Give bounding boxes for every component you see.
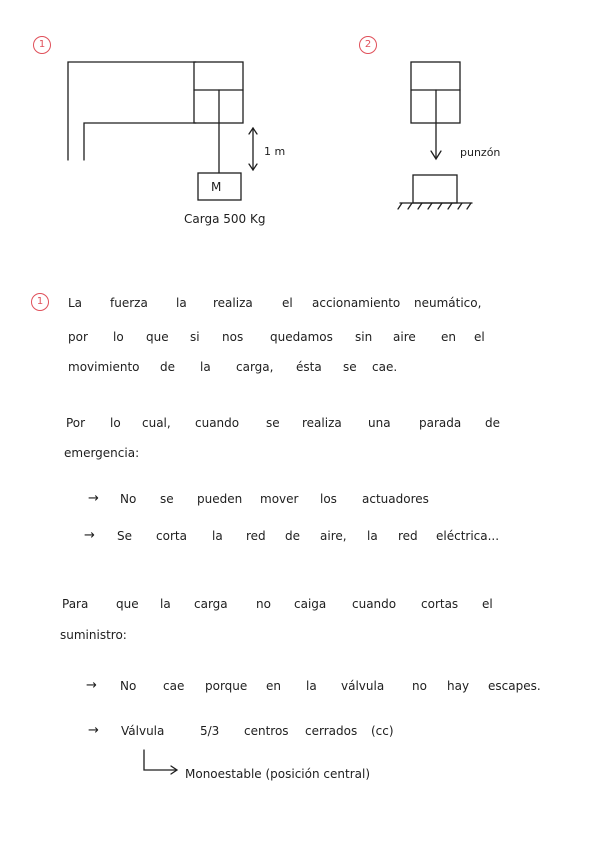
arrow-right-icon: → [86,678,97,693]
paragraph1-line3 [0,360,600,384]
bullet-item [0,679,600,703]
word: los [320,492,337,506]
word: mover [260,492,299,506]
figure2-workpiece [413,175,457,203]
word: lo [113,330,124,344]
word: carga [194,597,228,611]
word: válvula [341,679,385,693]
word: cuando [352,597,397,611]
word: La [68,296,83,310]
word: movimiento [68,360,140,374]
word: eléctrica... [436,529,500,543]
word: la [212,529,223,543]
word: cerrados [305,724,358,738]
figure2-cylinder [411,62,460,123]
word: la [176,296,187,310]
word: realiza [213,296,253,310]
word: No [120,492,137,506]
word: centros [244,724,289,738]
word: aire, [320,529,347,543]
arrow-right-icon: → [88,491,99,506]
word: en [266,679,281,693]
figure2-ground [398,203,472,209]
word: la [200,360,211,374]
word: red [398,529,418,543]
word: el [282,296,293,310]
paragraph2-line1 [0,416,600,440]
word: realiza [302,416,342,430]
word: cuando [195,416,240,430]
sub-bullet-text: Monoestable (posición central) [185,767,370,781]
word: 5/3 [200,724,220,738]
word: accionamiento [312,296,401,310]
word: ésta [296,360,322,374]
word: el [474,330,485,344]
word: Para [62,597,89,611]
word: la [367,529,378,543]
load-caption: Carga 500 Kg [184,212,266,226]
word: Se [117,529,132,543]
word: aire [393,330,416,344]
figure2-badge: 2 [359,36,377,54]
word: no [412,679,427,693]
word: cortas [421,597,459,611]
word: sin [355,330,373,344]
figure1-cylinder [194,62,243,123]
word: neumático, [414,296,482,310]
bullet-item [0,529,600,553]
word: parada [419,416,462,430]
word: el [482,597,493,611]
word: que [146,330,169,344]
figure1-frame [68,62,196,160]
word: Válvula [121,724,165,738]
paragraph1-line2 [0,330,600,354]
paragraph3-line2 [0,628,600,652]
word: actuadores [362,492,429,506]
word: carga, [236,360,274,374]
word: de [485,416,500,430]
word: si [190,330,200,344]
word: de [285,529,300,543]
word: (cc) [371,724,394,738]
paragraph1-line1 [0,296,600,320]
word: se [160,492,174,506]
word: emergencia: [64,446,140,460]
figure2-punch-rod [431,123,441,159]
word: una [368,416,391,430]
word: por [68,330,88,344]
mass-label: M [211,180,222,194]
word: porque [205,679,248,693]
word: se [266,416,280,430]
word: quedamos [270,330,333,344]
paragraph2-line2 [0,446,600,470]
word: pueden [197,492,243,506]
distance-label: 1 m [264,145,286,158]
bullet-item [0,492,600,516]
punch-label: punzón [460,146,501,159]
figure1-distance-arrow [249,128,257,170]
word: suministro: [60,628,127,642]
word: fuerza [110,296,148,310]
word: No [120,679,137,693]
word: no [256,597,271,611]
arrow-right-icon: → [88,723,99,738]
section-badge: 1 [31,293,49,311]
word: lo [110,416,121,430]
word: nos [222,330,244,344]
word: que [116,597,139,611]
bullet-item [0,724,600,748]
sub-bullet-connector [144,750,177,774]
word: en [441,330,456,344]
word: red [246,529,266,543]
arrow-right-icon: → [84,528,95,543]
word: cae. [372,360,398,374]
word: la [306,679,317,693]
word: la [160,597,171,611]
word: corta [156,529,187,543]
word: Por [66,416,86,430]
word: escapes. [488,679,541,693]
word: caiga [294,597,327,611]
word: se [343,360,357,374]
word: cual, [142,416,171,430]
word: hay [447,679,470,693]
word: de [160,360,175,374]
paragraph3-line1 [0,597,600,621]
word: cae [163,679,185,693]
figure1-badge: 1 [33,36,51,54]
